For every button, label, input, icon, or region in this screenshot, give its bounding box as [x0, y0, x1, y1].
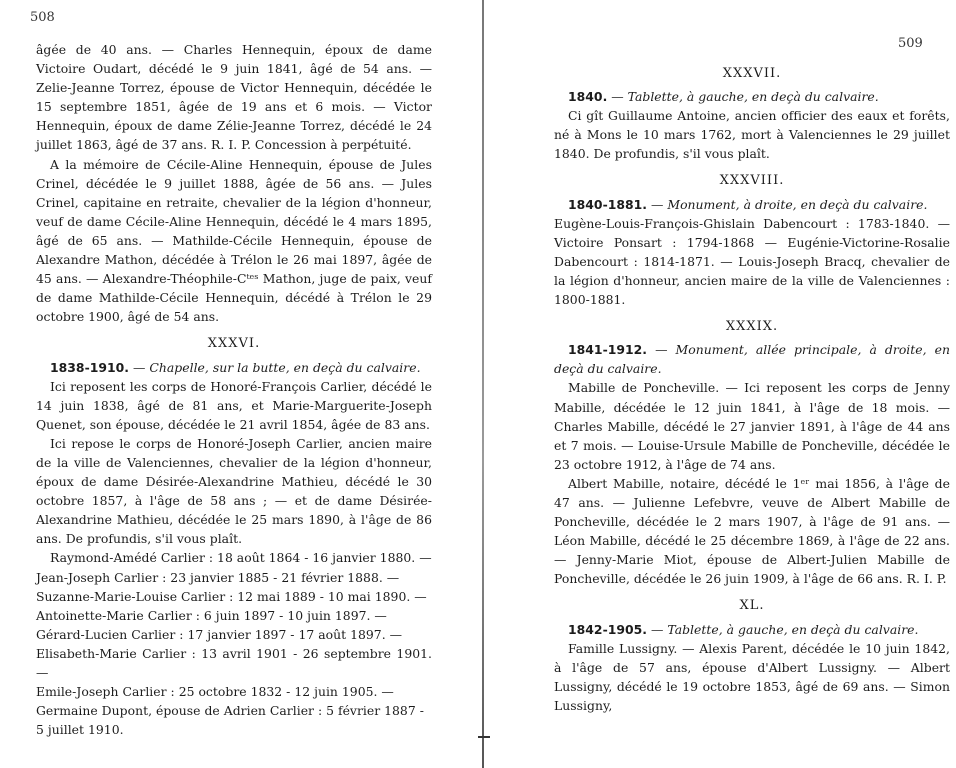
section-numeral-xxxvi: XXXVI. [207, 336, 261, 352]
burial-list-item: Suzanne-Marie-Louise Carlier : 12 mai 1889 - 10 mai 1890. — [36, 588, 427, 604]
burial-list-item: Antoinette-Marie Carlier : 6 juin 1897 - 10 juin 1897. — [36, 607, 387, 623]
entry-header-xl [554, 620, 950, 639]
entry-location: — Monument, allée principale, à droite, en deçà du calvaire. [554, 342, 950, 377]
entry-header-xxxviii [554, 195, 950, 214]
entry-location: — Tablette, à gauche, en deçà du calvaire. [651, 621, 919, 637]
burial-list-item: Germaine Dupont, épouse de Adrien Carlier : 5 février 1887 - [36, 703, 424, 719]
section-numeral-xxxviii: XXXVIII. [719, 173, 785, 189]
burial-list-item: Elisabeth-Marie Carlier : 13 avril 1901 - 26 septembre 1901. — [36, 645, 432, 680]
memoire-paragraph: A la mémoire de Cécile-Aline Hennequin, épouse de Jules Crinel, décédée le 9 juillet 1888, âgée de 56 ans. — Jules Crinel, capitaine en retraite, chevalier de la légion d'honneur, veuf de dame Cécile-Aline Hennequin, décédé le 4 mars 1895, âgé de 65 ans. — Mathilde-Cécile Hennequin, épouse de Alexandre Mathon, décédée à Trélon le 26 mai 1897, âgée de 45 ans. — Alexandre-Théophile-Cᵗᵉˢ Mathon, juge de paix, veuf de dame Mathilde-Cécile Hennequin, décédé à Trélon le 29 octobre 1900, âgé de 54 ans. [36, 156, 432, 325]
inscription-paragraph: Ici repose le corps de Honoré-Joseph Carlier, ancien maire de la ville de Valenciennes, chevalier de la légion d'honneur, époux de dame Désirée-Alexandrine Mathieu, décédé le 30 octobre 1857, à l'âge de 58 ans ; — et de dame Désirée-Alexandrine Mathieu, décédée le 25 mars 1890, à l'âge de 86 ans. De profundis, s'il vous plaît. [36, 435, 432, 547]
inscription-paragraph: Eugène-Louis-François-Ghislain Dabencourt : 1783-1840. — Victoire Ponsart : 1794-1868 — Eugénie-Victorine-Rosalie Dabencourt : 1814-1871. — Louis-Joseph Bracq, chevalier de la légion d'honneur, ancien maire de la ville de Valenciennes : 1800-1881. [554, 215, 950, 308]
entry-header-xxxvi [36, 358, 432, 377]
page-number-right: 509 [898, 36, 923, 51]
entry-dates: 1841-1912. [568, 342, 648, 358]
inscription-paragraph: Albert Mabille, notaire, décédé le 1ᵉʳ mai 1856, à l'âge de 47 ans. — Julienne Lefebvre, veuve de Albert Mabille de Poncheville, décédée le 2 mars 1907, à l'âge de 91 ans. — Léon Mabille, décédé le 25 décembre 1869, à l'âge de 22 ans. — Jenny-Marie Miot, épouse de Albert-Julien Mabille de Poncheville, décédée le 26 juin 1909, à l'âge de 66 ans. R. I. P. [554, 475, 950, 587]
entry-dates: 1838-1910. [50, 359, 130, 375]
entry-location: — Monument, à droite, en deçà du calvaire. [651, 196, 928, 212]
entry-header-xxxix [554, 340, 950, 378]
burial-list-item: Emile-Joseph Carlier : 25 octobre 1832 - 12 juin 1905. — [36, 684, 394, 700]
entry-header-xxxvii [554, 87, 950, 106]
burial-list-item: Gérard-Lucien Carlier : 17 janvier 1897 - 17 août 1897. — [36, 626, 403, 642]
inscription-paragraph: Ci gît Guillaume Antoine, ancien officier des eaux et forêts, né à Mons le 10 mars 1762, mort à Valenciennes le 29 juillet 1840. De profundis, s'il vous plaît. [554, 108, 950, 162]
entry-location: — Tablette, à gauche, en deçà du calvaire. [611, 89, 879, 105]
continuation-paragraph: âgée de 40 ans. — Charles Hennequin, époux de dame Victoire Oudart, décédé le 9 juin 1841, âgé de 54 ans. — Zelie-Jeanne Torrez, épouse de Victor Hennequin, décédée le 15 septembre 1851, âgée de 19 ans et 6 mois. — Victor Hennequin, époux de dame Zélie-Jeanne Torrez, décédé le 24 juillet 1863, âgé de 37 ans. R. I. P. Concession à perpétuité. [36, 42, 432, 153]
inscription-paragraph: Famille Lussigny. — Alexis Parent, décédée le 10 juin 1842, à l'âge de 57 ans, épouse d'Albert Lussigny. — Albert Lussigny, décédé le 19 octobre 1853, âgé de 69 ans. — Simon Lussigny, [554, 640, 950, 713]
inscription-paragraph: Ici reposent les corps de Honoré-François Carlier, décédé le 14 juin 1838, âgé de 81 ans, et Marie-Marguerite-Joseph Quenet, son épouse, décédée le 21 avril 1854, âgée de 83 ans. [36, 378, 432, 432]
section-numeral-xxxix: XXXIX. [725, 319, 779, 335]
left-page-text [36, 40, 432, 739]
entry-dates: 1840-1881. [568, 196, 648, 212]
entry-location: — Chapelle, sur la butte, en deçà du calvaire. [133, 359, 421, 375]
entry-dates: 1842-1905. [568, 621, 648, 637]
section-numeral-xl: XL. [739, 598, 765, 614]
right-page [484, 0, 956, 768]
section-numeral-xxxvii: XXXVII. [722, 66, 782, 81]
inscription-paragraph: Mabille de Poncheville. — Ici reposent les corps de Jenny Mabille, décédée le 12 juin 1841, à l'âge de 18 mois. — Charles Mabille, décédé le 27 janvier 1891, à l'âge de 44 ans et 7 mois. — Louise-Ursule Mabille de Poncheville, décédée le 23 octobre 1912, à l'âge de 74 ans. [554, 380, 950, 472]
right-page-text [554, 56, 950, 715]
entry-dates: 1840. [568, 89, 608, 105]
page-number-left: 508 [30, 10, 55, 25]
burial-list-item: Jean-Joseph Carlier : 23 janvier 1885 - 21 février 1888. — [36, 569, 400, 585]
burial-list-item: Raymond-Amédé Carlier : 18 août 1864 - 16 janvier 1880. — [50, 550, 432, 566]
burial-list-item: 5 juillet 1910. [36, 722, 124, 738]
